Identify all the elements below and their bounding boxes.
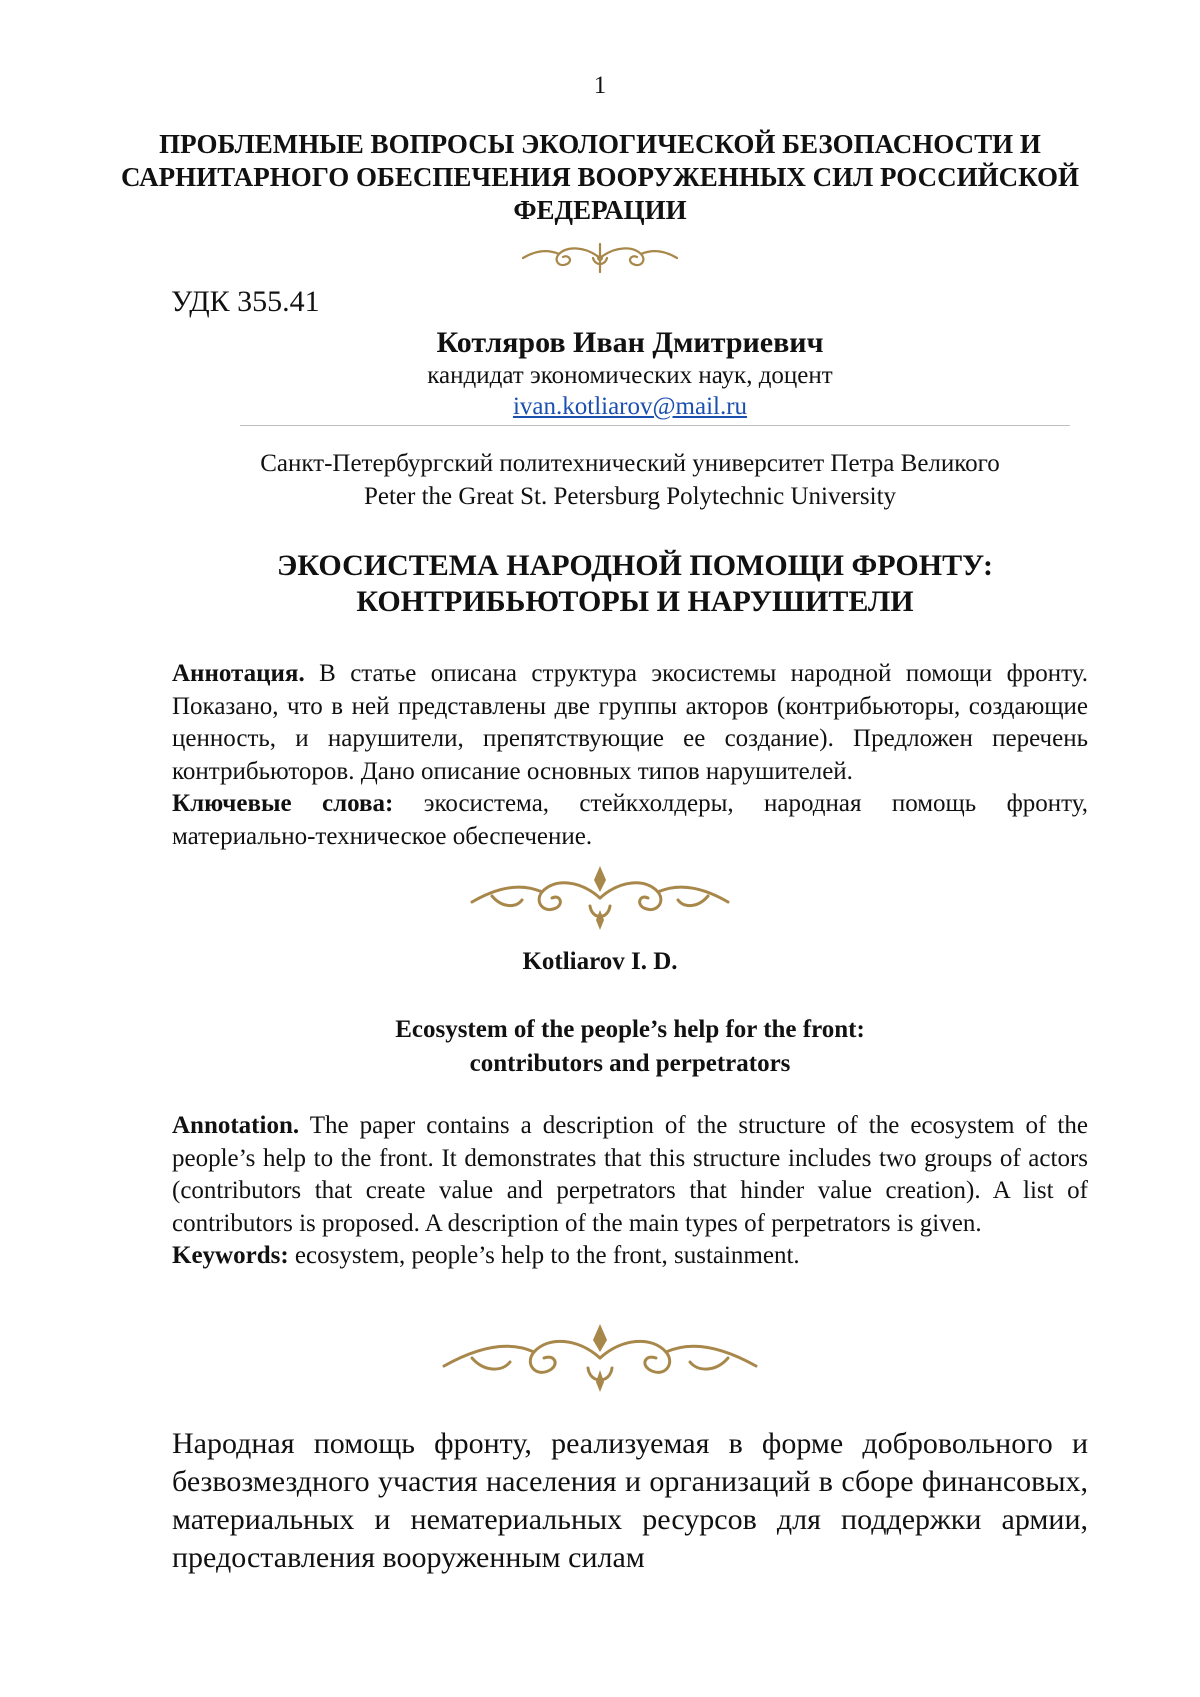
- keywords-en-label: Keywords:: [172, 1242, 289, 1269]
- body-text: [114, 1425, 1088, 1577]
- article-title-en: [150, 1013, 1110, 1081]
- article-title-ru-line1: ЭКОСИСТЕМА НАРОДНОЙ ПОМОЩИ ФРОНТУ:: [277, 549, 993, 582]
- keywords-ru-text: экосистема, стейкхолдеры, народная помощь фронту, материально-техническое обеспечение.: [172, 790, 1089, 850]
- author-role: кандидат экономических наук, доцент: [427, 362, 833, 389]
- abstract-en-label: Annotation.: [172, 1112, 300, 1139]
- keywords-ru-paragraph: [114, 788, 1088, 853]
- udk-code: УДК 355.41: [171, 285, 320, 318]
- abstract-ru: [114, 658, 1088, 853]
- university-name-ru: Санкт-Петербургский политехнический университет Петра Великого: [260, 450, 1000, 477]
- abstract-ru-label: Аннотация.: [172, 660, 305, 687]
- university-block: [150, 447, 1110, 513]
- abstract-ru-paragraph: [114, 658, 1088, 788]
- ornament-divider-large: [462, 862, 738, 934]
- article-title-en-line1: Ecosystem of the people’s help for the front:: [395, 1016, 865, 1043]
- keywords-en-paragraph: [114, 1240, 1088, 1273]
- author-email-link[interactable]: ivan.kotliarov@mail.ru: [512, 393, 748, 420]
- author-name-en: Kotliarov I. D.: [522, 948, 678, 975]
- author-name: Котляров Иван Дмитриевич: [436, 326, 824, 359]
- article-title-en-line2: contributors and perpetrators: [469, 1050, 791, 1077]
- divider-line: [240, 425, 1070, 426]
- abstract-en: [114, 1110, 1088, 1273]
- article-title-ru-line2: КОНТРИБЬЮТОРЫ И НАРУШИТЕЛИ: [356, 585, 914, 618]
- article-title-ru: [180, 548, 1090, 620]
- page-number: 1: [593, 72, 607, 99]
- keywords-ru-label: Ключевые слова:: [172, 790, 394, 817]
- header-title: ПРОБЛЕМНЫЕ ВОПРОСЫ ЭКОЛОГИЧЕСКОЙ БЕЗОПАСНОСТИ И САРНИТАРНОГО ОБЕСПЕЧЕНИЯ ВООРУЖЕННЫХ СИЛ РОССИЙСКОЙ ФЕДЕРАЦИИ: [120, 129, 1080, 225]
- university-name-en: Peter the Great St. Petersburg Polytechnic University: [363, 483, 897, 510]
- ornament-divider-bottom: [432, 1320, 768, 1396]
- abstract-ru-text: В статье описана структура экосистемы народной помощи фронту. Показано, что в ней представлены две группы акторов (контрибьюторы, создающие ценность, и нарушители, препятствующие ее создание). Предложен перечень контрибьюторов. Дано описание основных типов нарушителей.: [172, 660, 1088, 785]
- ornament-divider-small: [515, 238, 685, 278]
- body-paragraph: Народная помощь фронту, реализуемая в форме добровольного и безвозмездного участия населения и организаций в сборе финансовых, материальных и нематериальных ресурсов для поддержки армии, предоставления вооруженным силам: [172, 1427, 1088, 1574]
- abstract-en-paragraph: [114, 1110, 1088, 1240]
- abstract-en-text: The paper contains a description of the structure of the ecosystem of the people’s help to the front. It demonstrates that this structure includes two groups of actors (contributors that create value and perpetrators that hinder value creation). A list of contributors is proposed. A description of the main types of perpetrators is given.: [172, 1112, 1088, 1237]
- keywords-en-text: ecosystem, people’s help to the front, sustainment.: [294, 1242, 800, 1269]
